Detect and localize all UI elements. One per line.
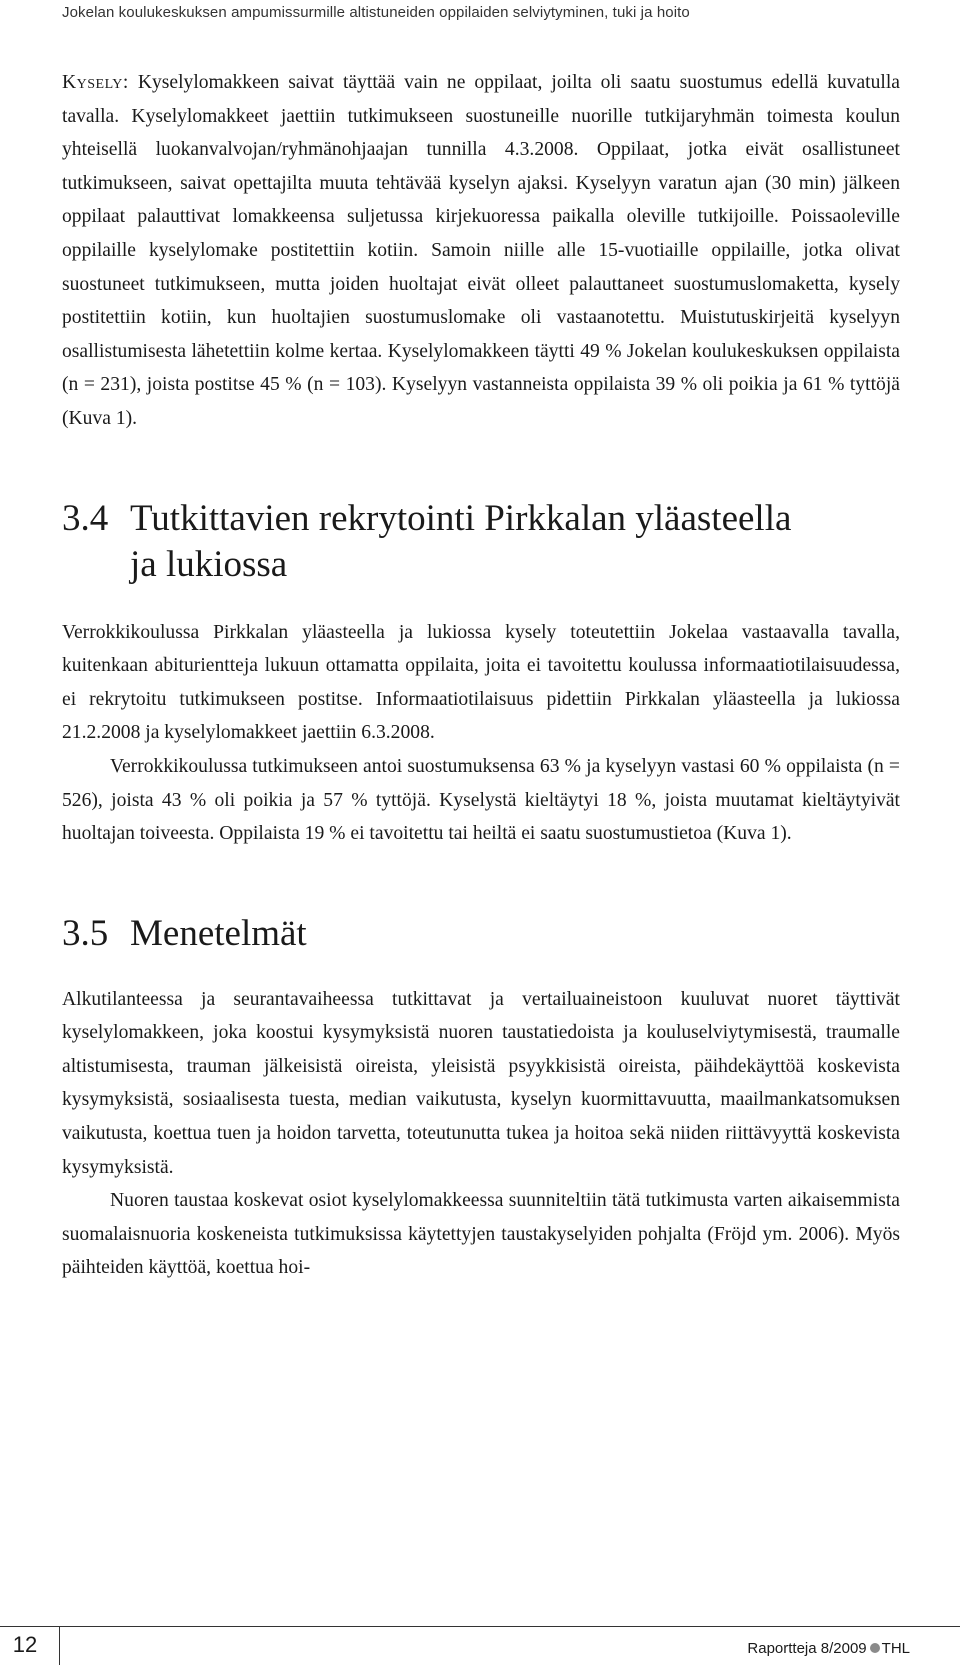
page-footer [0,1626,960,1665]
bullet-dot-icon [870,1643,880,1653]
paragraph: Nuoren taustaa koskevat osiot kyselylomakkeessa suunniteltiin tätä tutkimusta varten aikaisemmista suomalaisnuoria koskeneista tutkimuksissa käytettyjen taustakyselyiden pohjalta (Fröjd ym. 2006). Myös päihteiden käyttöä, koettua hoi- [62,1190,900,1279]
paragraph: Verrokkikoulussa tutkimukseen antoi suostumuksensa 63 % ja kyselyyn vastasi 60 % oppilaista (n = 526), joista 43 % oli poikia ja 57 % tyttöjä. Kyselystä kieltäytyi 18 %, joista muutamat kieltäytyivät huoltajan toiveesta. Oppilaista 19 % ei tavoitettu tai heiltä ei saatu suostumustietoa (Kuva 1). [62,755,900,845]
footer-divider [59,1626,60,1665]
section-title: Menetelmät [130,912,307,954]
paragraph: Verrokkikoulussa Pirkkalan yläasteella ja lukiossa kysely toteutettiin Jokelaa vastaavalla tavalla, kuitenkaan abiturientteja lukuun ottamatta oppilaita, joita ei tavoitettu koulussa informaatiotilaisuudessa, ei rekrytoitu tutkimukseen postitse. Informaatiotilaisuus pidettiin Pirkkalan yläasteella ja lukiossa 21.2.2008 ja kyselylomakkeet jaettiin 6.3.2008. [62,621,900,744]
publisher-label: THL [881,1640,910,1657]
section-heading-3-4 [62,496,900,588]
running-header: Jokelan koulukeskuksen ampumissurmille altistuneiden oppilaiden selviytyminen, tuki ja hoito [62,4,690,21]
section-heading-3-5 [62,911,900,957]
section-number: 3.5 [62,912,109,954]
page-number: 12 [12,1632,38,1657]
page-content [62,66,900,1285]
footer-rule [0,1626,960,1627]
paragraph: Alkutilanteessa ja seurantavaiheessa tutkittavat ja vertailuaineistoon kuuluvat nuoret täyttivät kyselylomakkeen, joka koostui kysymyksistä nuoren taustatiedoista ja kouluselviytymisestä, traumalle altistumisesta, trauman jälkeisistä oireista, yleisistä psyykkisistä oireista, päihdekäyttöä koskevista kysymyksistä, sosiaalisesta tuesta, median vaikutusta, kyselyn kuormittavuutta, maailmankatsomuksen vaikutusta, koettua tuen ja hoidon tarvetta, toteutunutta tukea ja hoitoa sekä niiden riittävyyttä koskevista kysymyksistä. [62,988,900,1178]
section-title [130,496,900,588]
kysely-paragraph [62,66,900,436]
section-title-line1: Tutkittavien rekrytointi Pirkkalan yläasteella [130,497,792,539]
series-label: Raportteja 8/2009 [747,1640,867,1657]
kysely-label: Kysely: [62,72,129,93]
section-number: 3.4 [62,497,109,539]
section-title-line2: ja lukiossa [130,543,288,585]
kysely-text: Kyselylomakkeen saivat täyttää vain ne oppilaat, joilta oli saatu suostumus edellä kuvatulla tavalla. Kyselylomakkeet jaettiin tutkimukseen suostuneille nuorille tutkijaryhmän toimesta koulun yhteisellä luokanvalvojan/ryhmänohjaajan tunnilla 4.3.2008. Oppilaat, jotka eivät osallistuneet tutkimukseen, saivat opettajilta muuta tehtävää kyselyn ajaksi. Kyselyyn varatun ajan (30 min) jälkeen oppilaat palauttivat lomakkeensa suljetussa kirjekuoressa paikalla oleville tutkijoille. Poissaoleville oppilaille kyselylomake postitettiin kotiin. Samoin niille alle 15-vuotiaille oppilaille, jotka olivat suostuneet tutkimukseen, mutta joiden huoltajat eivät olleet palauttaneet suostumuslomaketta, kysely postitettiin kotiin, kun huoltajien suostumuslomake oli vastaanotettu. Muistutuskirjeitä kyselyyn osallistumisesta lähetettiin kolme kertaa. Kyselylomakkeen täytti 49 % Jokelan koulukeskuksen oppilaista (n = 231), joista postitse 45 % (n = 103). Kyselyyn vastanneista oppilaista 39 % oli poikia ja 61 % tyttöjä (Kuva 1). [62,72,900,429]
footer-series [747,1640,910,1657]
